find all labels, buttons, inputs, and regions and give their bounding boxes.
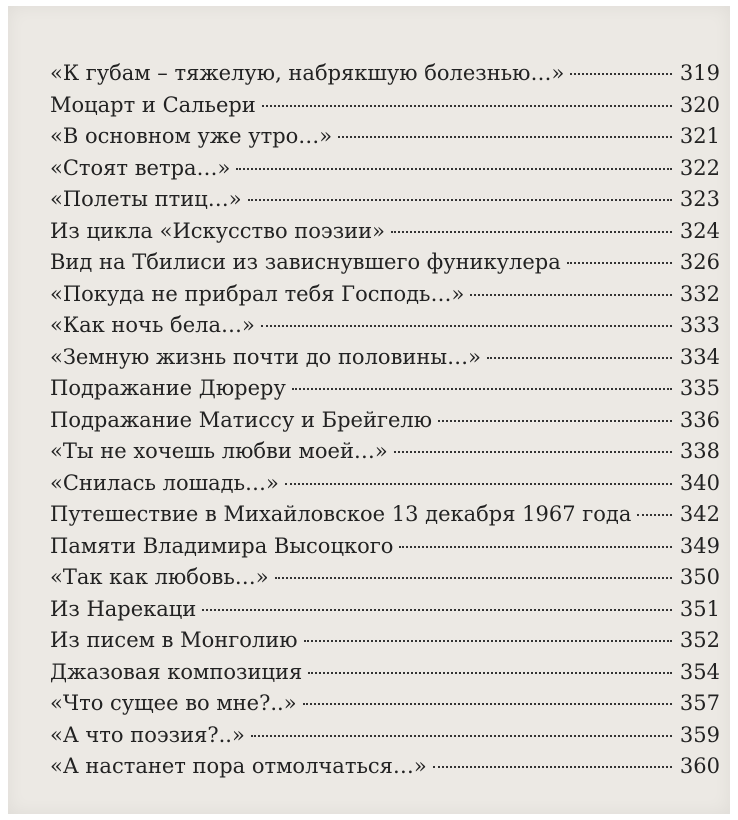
dot-leader (438, 420, 672, 422)
toc-entry-page: 352 (679, 628, 720, 652)
dot-leader (285, 483, 672, 485)
dot-leader (303, 703, 672, 705)
toc-entry-page: 357 (679, 691, 720, 715)
toc-entry-page: 338 (679, 439, 720, 463)
toc-entry (50, 121, 720, 153)
toc-entry-page: 340 (679, 470, 720, 495)
dot-leader (275, 577, 672, 579)
toc-entry-page: 333 (679, 313, 720, 337)
toc-entry (50, 468, 720, 500)
dot-leader (487, 357, 672, 359)
toc-entry-title: «В основном уже утро…» (50, 124, 333, 148)
toc-entry (50, 531, 720, 563)
toc-entry-page: 320 (679, 92, 720, 117)
dot-leader (251, 735, 672, 737)
toc-entry (50, 342, 720, 374)
toc-entry-page: 359 (679, 722, 720, 747)
toc-entry-page: 322 (679, 155, 720, 180)
toc-entry (50, 247, 720, 279)
toc-entry (50, 405, 720, 437)
toc-entry (50, 216, 720, 248)
dot-leader (202, 609, 672, 611)
toc-entry-title: «Ты не хочешь любви моей…» (50, 439, 388, 463)
toc-entry-title: Моцарт и Сальери (50, 92, 256, 117)
dot-leader (292, 388, 672, 390)
dot-leader (391, 231, 672, 233)
table-of-contents (50, 58, 720, 783)
toc-entry-title: «А настанет пора отмолчаться…» (50, 754, 427, 778)
toc-entry (50, 499, 720, 531)
toc-entry (50, 373, 720, 405)
toc-entry-page: 342 (679, 502, 720, 526)
toc-entry-page: 349 (679, 533, 720, 558)
toc-entry-title: «Покуда не прибрал тебя Господь…» (50, 281, 465, 306)
toc-entry (50, 657, 720, 689)
toc-entry (50, 688, 720, 720)
dot-leader (399, 546, 672, 548)
toc-entry-page: 335 (679, 376, 720, 400)
toc-entry-title: «А что поэзия?..» (50, 722, 245, 747)
dot-leader (338, 136, 672, 138)
toc-entry-title: «Как ночь бела…» (50, 313, 255, 337)
toc-entry-title: Подражание Дюреру (50, 376, 286, 400)
toc-entry-page: 326 (679, 250, 720, 274)
toc-entry-page: 354 (679, 659, 720, 684)
toc-entry-title: «К губам – тяжелую, набрякшую болезнью…» (50, 61, 565, 85)
toc-entry (50, 153, 720, 185)
toc-entry-title: «Что сущее во мне?..» (50, 691, 297, 715)
toc-entry (50, 751, 720, 783)
toc-entry-page: 332 (679, 281, 720, 306)
toc-entry-title: Вид на Тбилиси из зависнувшего фуникулера (50, 250, 561, 274)
dot-leader (262, 105, 672, 107)
toc-entry (50, 594, 720, 626)
toc-entry-title: Путешествие в Михайловское 13 декабря 1967 года (50, 502, 632, 526)
toc-entry-title: «Снилась лошадь…» (50, 470, 279, 495)
toc-entry-title: Памяти Владимира Высоцкого (50, 533, 394, 558)
dot-leader (637, 514, 672, 516)
toc-entry-title: Джазовая композиция (50, 659, 303, 684)
toc-entry (50, 562, 720, 594)
toc-entry-title: Подражание Матиссу и Брейгелю (50, 407, 432, 432)
dot-leader (567, 262, 672, 264)
toc-entry-page: 360 (679, 754, 720, 778)
toc-entry (50, 58, 720, 90)
dot-leader (394, 451, 672, 453)
dot-leader (261, 325, 672, 327)
dot-leader (236, 168, 672, 170)
toc-entry (50, 279, 720, 311)
toc-entry-title: Из Нарекаци (50, 596, 197, 621)
toc-entry-page: 336 (679, 407, 720, 432)
toc-entry-page: 324 (679, 218, 720, 243)
dot-leader (304, 640, 672, 642)
toc-entry (50, 184, 720, 216)
toc-entry-title: «Стоят ветра…» (50, 155, 231, 180)
toc-entry-title: «Полеты птиц…» (50, 187, 242, 211)
toc-entry (50, 625, 720, 657)
toc-entry-page: 350 (679, 565, 720, 589)
toc-entry-title: Из цикла «Искусство поэзии» (50, 218, 385, 243)
toc-entry (50, 436, 720, 468)
toc-entry (50, 90, 720, 122)
dot-leader (248, 199, 672, 201)
toc-entry-page: 351 (679, 596, 720, 621)
toc-entry-title: Из писем в Монголию (50, 628, 298, 652)
dot-leader (433, 766, 672, 768)
dot-leader (308, 672, 672, 674)
toc-entry-page: 321 (679, 124, 720, 148)
toc-entry-page: 319 (679, 61, 720, 85)
toc-entry-page: 334 (679, 344, 720, 369)
dot-leader (470, 294, 672, 296)
toc-entry-title: «Так как любовь…» (50, 565, 269, 589)
toc-entry (50, 310, 720, 342)
toc-entry (50, 720, 720, 752)
toc-entry-title: «Земную жизнь почти до половины…» (50, 344, 481, 369)
toc-entry-page: 323 (679, 187, 720, 211)
book-page (8, 6, 730, 814)
dot-leader (570, 73, 672, 75)
